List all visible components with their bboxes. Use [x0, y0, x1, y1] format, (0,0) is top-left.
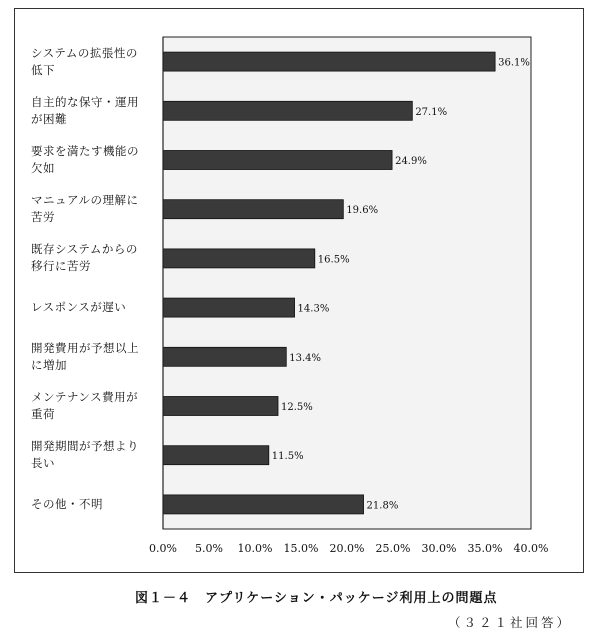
category-label: マニュアルの理解に 苦労	[31, 193, 139, 225]
data-label: 24.9%	[395, 156, 427, 167]
data-label: 36.1%	[498, 57, 530, 69]
x-tick-label: 40.0%	[513, 542, 549, 555]
x-tick-label: 10.0%	[237, 542, 273, 555]
x-tick-label: 25.0%	[375, 542, 411, 555]
bar	[163, 249, 315, 268]
bar	[163, 101, 412, 120]
data-label: 14.3%	[297, 303, 330, 315]
bar	[163, 347, 286, 366]
category-label: 既存システムからの 移行に苦労	[31, 242, 138, 274]
data-label: 19.6%	[346, 205, 379, 217]
bar	[163, 446, 269, 465]
bar	[163, 298, 295, 317]
x-tick-label: 5.0%	[195, 542, 223, 555]
bar	[163, 495, 364, 514]
data-label: 13.4%	[289, 352, 322, 364]
respondent-count: （３２１社回答）	[447, 615, 572, 630]
bar	[163, 397, 278, 416]
data-label: 27.1%	[415, 106, 448, 118]
category-label: 開発費用が予想以上 に増加	[31, 340, 139, 372]
data-label: 21.8%	[366, 500, 399, 512]
category-label: 自主的な保守・運用 が困難	[31, 94, 139, 126]
data-label: 11.5%	[271, 451, 304, 463]
category-label: レスポンスが遅い	[31, 300, 127, 315]
category-label: その他・不明	[31, 496, 103, 511]
x-tick-label: 0.0%	[149, 542, 177, 555]
x-tick-label: 35.0%	[467, 542, 503, 555]
figure-frame	[14, 8, 584, 573]
category-label: システムの拡張性の 低下	[31, 45, 138, 77]
category-label: 開発期間が予想より 長い	[31, 439, 139, 471]
x-tick-label: 30.0%	[421, 542, 457, 555]
bar	[163, 200, 343, 219]
bar	[163, 52, 495, 71]
bar	[163, 151, 392, 170]
x-tick-label: 20.0%	[329, 542, 365, 555]
category-label: メンテナンス費用が 重荷	[31, 390, 139, 421]
x-tick-label: 15.0%	[283, 542, 319, 555]
data-label: 12.5%	[281, 402, 313, 413]
data-label: 16.5%	[317, 254, 350, 266]
figure-caption: 図１－４ アプリケーション・パッケージ利用上の問題点	[135, 591, 498, 606]
category-label: 要求を満たす機能の 欠如	[31, 144, 139, 175]
